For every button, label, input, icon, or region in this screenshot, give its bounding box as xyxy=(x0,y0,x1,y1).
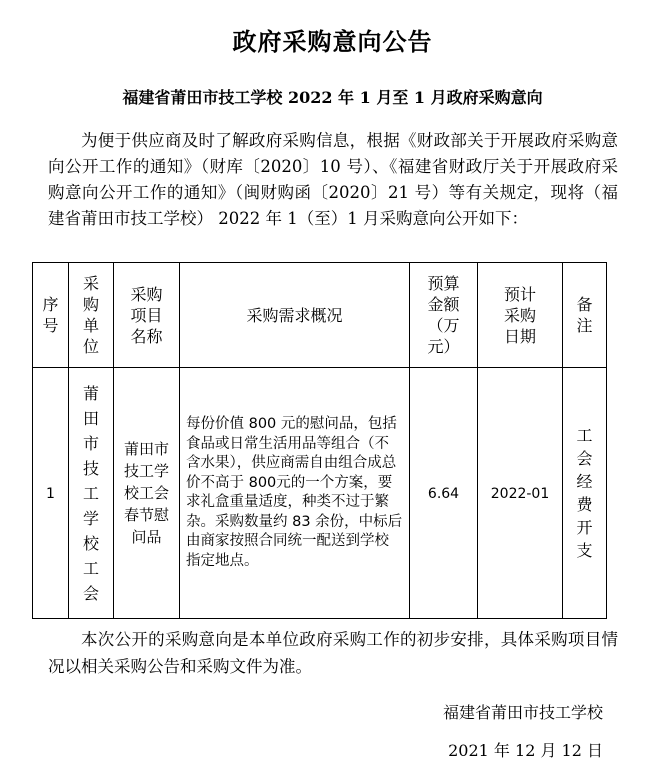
cell-budget: 6.64 xyxy=(410,368,478,619)
cell-note: 工会经费开支 xyxy=(563,368,607,619)
cell-date: 2022-01 xyxy=(478,368,563,619)
page-title: 政府采购意向公告 xyxy=(232,27,433,56)
header-date: 预计采购日期 xyxy=(478,263,563,368)
closing-paragraph: 本次公开的采购意向是本单位政府采购工作的初步安排，具体采购项目情况以相关采购公告和采购文件为准。 xyxy=(48,630,618,676)
cell-project: 莆田市技工学校工会春节慰问品 xyxy=(114,368,180,619)
procurement-table xyxy=(32,262,607,619)
header-desc: 采购需求概况 xyxy=(180,263,410,368)
table-header-row xyxy=(33,263,607,368)
header-project: 采购项目名称 xyxy=(114,263,180,368)
header-note: 备注 xyxy=(563,263,607,368)
header-unit: 采购单位 xyxy=(69,263,114,368)
intro-paragraph: 为便于供应商及时了解政府采购信息，根据《财政部关于开展政府采购意向公开工作的通知》（财库〔2020〕10 号）、《福建省财政厅关于开展政府采购意向公开工作的通知》（闽财购函〔2020〕21 号）等有关规定，现将（福建省莆田市技工学校） 2022 年 1（至）1 月采购意向公开如下： xyxy=(48,131,618,228)
page-subtitle: 福建省莆田市技工学校 2022 年 1 月至 1 月政府采购意向 xyxy=(122,88,543,107)
cell-seq: 1 xyxy=(33,368,69,619)
header-seq: 序号 xyxy=(33,263,69,368)
signature: 福建省莆田市技工学校 xyxy=(442,703,603,722)
cell-unit: 莆田市技工学校工会 xyxy=(69,368,114,619)
sign-date: 2021 年 12 月 12 日 xyxy=(448,741,603,760)
cell-desc: 每份价值 800 元的慰问品，包括食品或日常生活用品等组合（不含水果），供应商需自由组合成总价不高于 800元的一个方案，要求礼盒重量适度，种类不过于繁杂。采购数量约 83 余份，中标后由商家按照合同统一配送到学校指定地点。 xyxy=(180,368,410,619)
table-row xyxy=(33,368,607,619)
header-budget: 预算金额（万元） xyxy=(410,263,478,368)
